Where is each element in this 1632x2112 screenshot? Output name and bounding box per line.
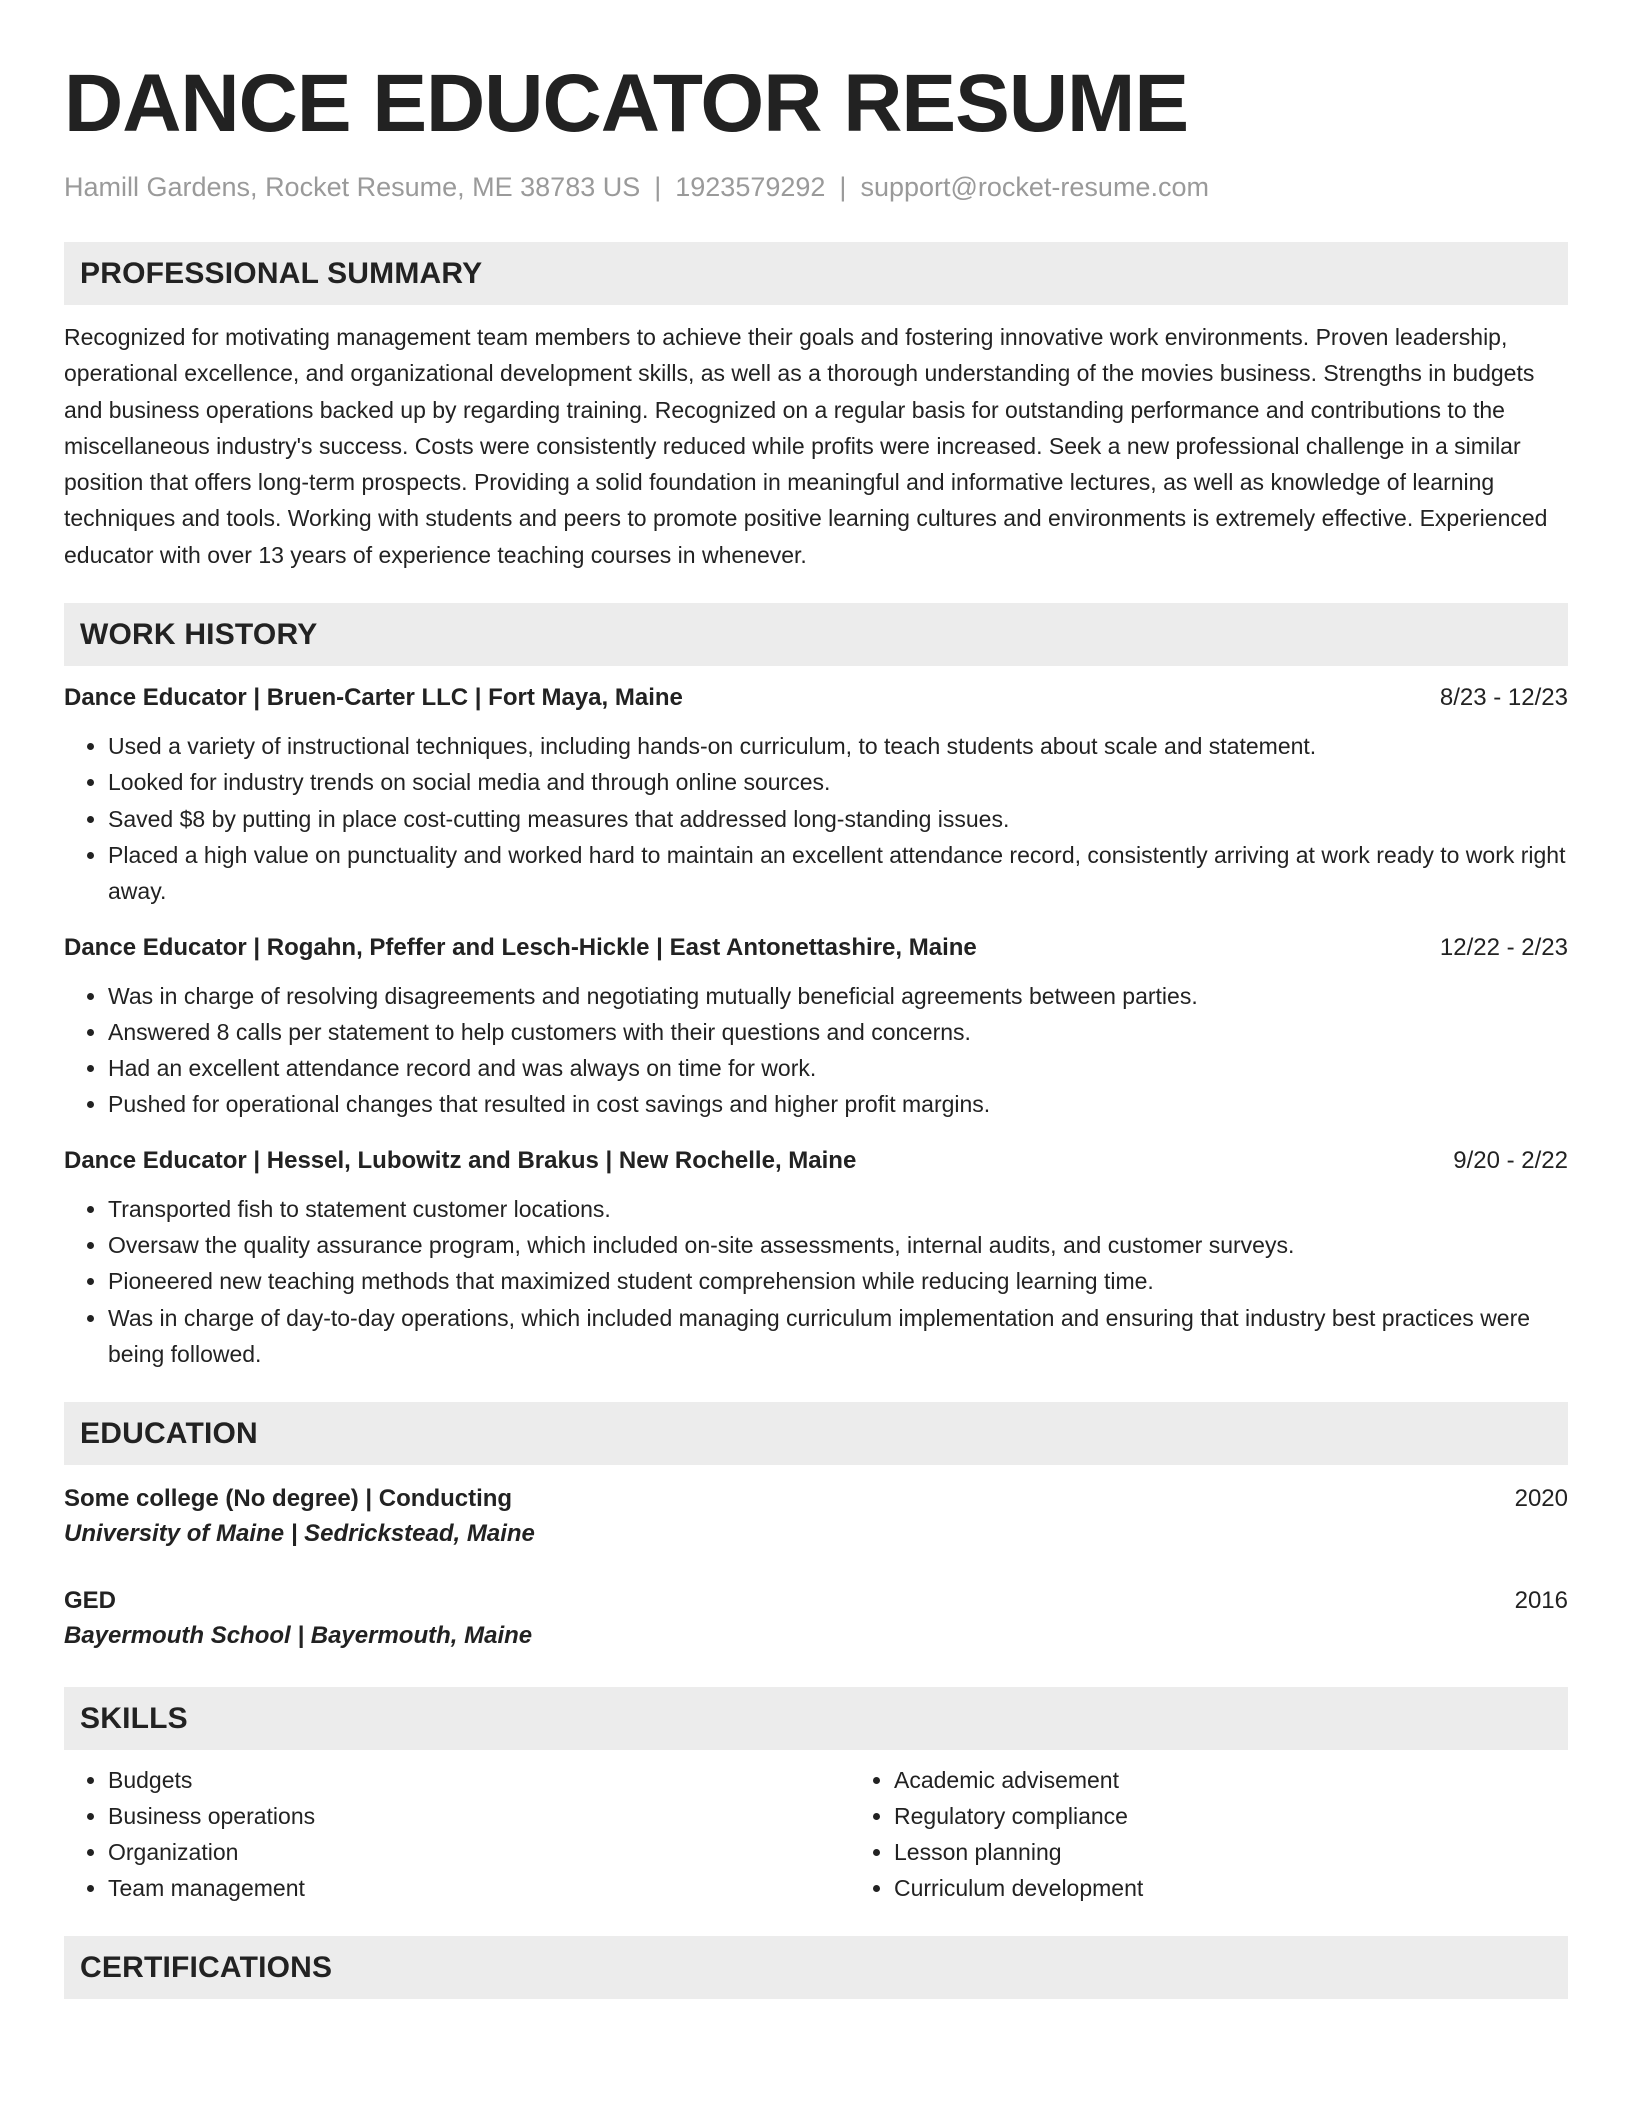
list-item: • Lesson planning — [894, 1834, 1632, 1870]
list-item: • Had an excellent attendance record and was always on time for work. — [108, 1050, 1568, 1086]
list-item: • Answered 8 calls per statement to help customers with their questions and concerns. — [108, 1014, 1568, 1050]
section-heading-certifications: CERTIFICATIONS — [64, 1936, 1568, 1999]
list-item: • Saved $8 by putting in place cost-cutting measures that addressed long-standing issues. — [108, 801, 1568, 837]
job-entry — [64, 682, 1568, 909]
job-entry — [64, 1145, 1568, 1372]
job-entry — [64, 932, 1568, 1123]
job-dates: 8/23 - 12/23 — [1439, 684, 1568, 712]
list-item: • Curriculum development — [894, 1870, 1632, 1906]
job-bullets — [64, 728, 1568, 909]
job-dates: 12/22 - 2/23 — [1439, 933, 1568, 961]
contact-separator: | — [839, 172, 847, 202]
job-bullets — [64, 978, 1568, 1123]
list-item: • Looked for industry trends on social media and through online sources. — [108, 764, 1568, 800]
education-year: 2020 — [1514, 1485, 1568, 1513]
section-heading-education: EDUCATION — [64, 1402, 1568, 1465]
list-item: • Organization — [108, 1834, 850, 1870]
list-item: • Academic advisement — [894, 1762, 1632, 1798]
list-item: • Used a variety of instructional techniques, including hands-on curriculum, to teach students about scale and statement. — [108, 728, 1568, 764]
contact-phone: 1923579292 — [675, 172, 826, 202]
skills-column-right — [850, 1762, 1632, 1906]
education-degree: GED — [64, 1587, 117, 1615]
education-entry — [64, 1585, 1568, 1655]
job-bullets — [64, 1191, 1568, 1372]
contact-address: Hamill Gardens, Rocket Resume, ME 38783 US — [64, 172, 641, 202]
job-title: Dance Educator | Rogahn, Pfeffer and Lesch-Hickle | East Antonettashire, Maine — [64, 933, 977, 961]
skills-list — [64, 1762, 1568, 1906]
job-dates: 9/20 - 2/22 — [1453, 1146, 1568, 1174]
resume-title: DANCE EDUCATOR RESUME — [64, 58, 1189, 149]
list-item: • Team management — [108, 1870, 850, 1906]
list-item: • Budgets — [108, 1762, 850, 1798]
list-item: • Was in charge of day-to-day operations, which included managing curriculum implementation and ensuring that industry best practices were being followed. — [108, 1300, 1568, 1373]
section-heading-work-history: WORK HISTORY — [64, 603, 1568, 666]
contact-separator: | — [654, 172, 662, 202]
skills-column-left — [64, 1762, 850, 1906]
contact-line — [64, 170, 1568, 204]
list-item: • Was in charge of resolving disagreements and negotiating mutually beneficial agreements between parties. — [108, 978, 1568, 1014]
list-item: • Pushed for operational changes that resulted in cost savings and higher profit margins. — [108, 1086, 1568, 1122]
list-item: • Oversaw the quality assurance program, which included on-site assessments, internal audits, and customer surveys. — [108, 1227, 1568, 1263]
summary-text: Recognized for motivating management team members to achieve their goals and fostering innovative work environments. Proven leadership, operational excellence, and organizational development skills, as well as a thorough understanding of the movies business. Strengths in budgets and business operations backed up by regarding training. Recognized on a regular basis for outstanding performance and contributions to the miscellaneous industry's success. Costs were consistently reduced while profits were increased. Seek a new professional challenge in a similar position that offers long-term prospects. Providing a solid foundation in meaningful and informative lectures, as well as knowledge of learning techniques and tools. Working with students and peers to promote positive learning cultures and environments is extremely effective. Experienced educator with over 13 years of experience teaching courses in whenever. — [64, 324, 1548, 568]
list-item: • Regulatory compliance — [894, 1798, 1632, 1834]
education-entry — [64, 1483, 1568, 1553]
list-item: • Transported fish to statement customer locations. — [108, 1191, 1568, 1227]
section-heading-skills: SKILLS — [64, 1687, 1568, 1750]
section-heading-summary: PROFESSIONAL SUMMARY — [64, 242, 1568, 305]
list-item: • Business operations — [108, 1798, 850, 1834]
job-title: Dance Educator | Hessel, Lubowitz and Brakus | New Rochelle, Maine — [64, 1146, 857, 1174]
list-item: • Placed a high value on punctuality and worked hard to maintain an excellent attendance record, consistently arriving at work ready to work right away. — [108, 837, 1568, 910]
education-school: Bayermouth School | Bayermouth, Maine — [64, 1622, 533, 1650]
education-degree: Some college (No degree) | Conducting — [64, 1485, 513, 1513]
list-item: • Pioneered new teaching methods that maximized student comprehension while reducing learning time. — [108, 1263, 1568, 1299]
job-title: Dance Educator | Bruen-Carter LLC | Fort Maya, Maine — [64, 684, 683, 712]
contact-email[interactable]: support@rocket-resume.com — [860, 172, 1209, 202]
education-school: University of Maine | Sedrickstead, Maine — [64, 1520, 535, 1548]
education-year: 2016 — [1514, 1587, 1568, 1615]
